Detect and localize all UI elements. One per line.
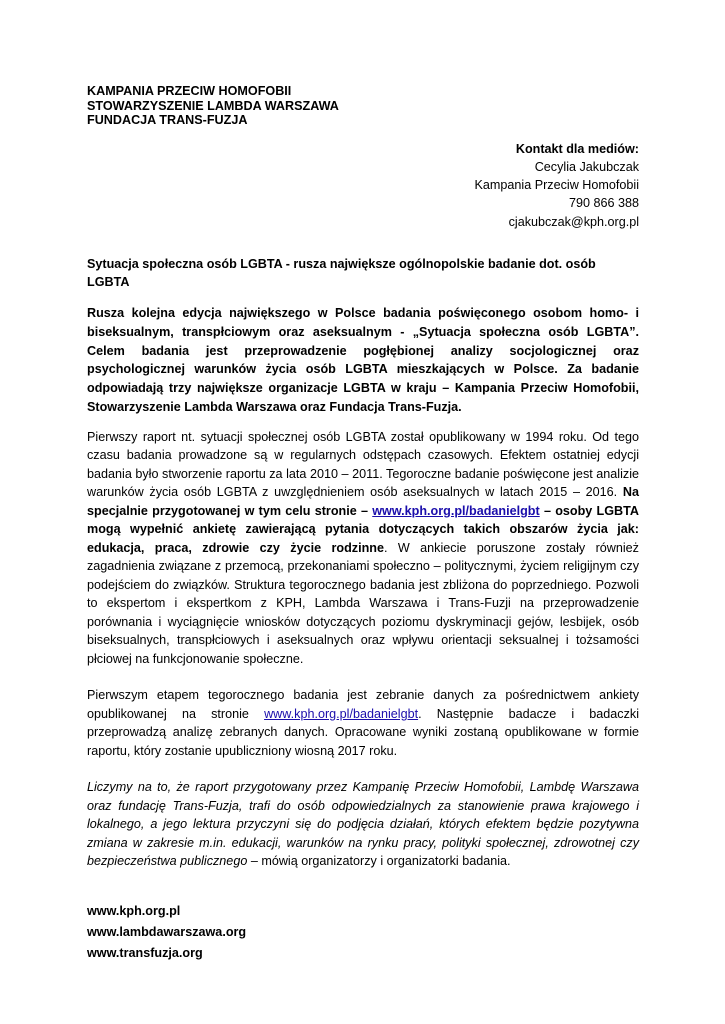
quote-paragraph: [87, 778, 639, 871]
contact-heading: Kontakt dla mediów:: [515, 141, 639, 156]
contact-phone: 790 866 388: [568, 196, 639, 211]
contact-name: Cecylia Jakubczak: [534, 159, 639, 174]
body-paragraph-1: [87, 428, 639, 669]
contact-org: Kampania Przeciw Homofobii: [474, 178, 639, 193]
quote-text: Liczymy na to, że raport przygotowany przez Kampanię Przeciw Homofobii, Lambdę Warszawa oraz fundację Trans-Fuzja, trafi do osób odpowiedzialnych za stanowienie prawa krajowego i lokalnego, a jego lektura przyczyni się do podjęcia działań, których efektem będzie pozytywna zmiana w zakresie m.in. edukacji, warunków na rynku pracy, polityki społecznej, zdrowotnej czy bezpieczeństwa publicznego: [87, 780, 639, 869]
para2-text-1: Pierwszym etapem tegorocznego badania jest zebranie danych za pośrednictwem ankiety opublikowanej na stronie: [87, 688, 639, 721]
org-transfuzja: FUNDACJA TRANS-FUZJA: [87, 113, 248, 127]
quote-attribution: – mówią organizatorzy i organizatorki badania.: [247, 854, 511, 869]
media-contact: [87, 140, 639, 231]
para1-bold-2: – osoby LGBTA mogą wypełnić ankietę zawierającą pytania dotyczących takich obszarów życia jak: edukacja, praca, zdrowie czy życie rodzinne: [87, 503, 639, 555]
website-list: [87, 901, 639, 964]
para1-bold-1: Na specjalnie przygotowanej w tym celu stronie –: [87, 485, 639, 518]
body-paragraph-2: [87, 686, 639, 760]
org-kph: KAMPANIA PRZECIW HOMOFOBII: [87, 84, 292, 98]
site-lambda: www.lambdawarszawa.org: [87, 924, 247, 939]
site-kph: www.kph.org.pl: [87, 903, 181, 918]
survey-link-2[interactable]: www.kph.org.pl/badanielgbt: [264, 706, 419, 721]
survey-link[interactable]: www.kph.org.pl/badanielgbt: [372, 503, 540, 518]
para1-text-2: . W ankiecie poruszone zostały również zagadnienia związane z przemocą, przekonaniami społeczno – politycznymi, życiem religijnym czy podejściem do związków. Struktura tegorocznego badania jest zbliżona do poprzedniego. Pozwoli to ekspertom i ekspertkom z KPH, Lambda Warszawa i Trans-Fuzji na przeprowadzenie porównania i wyciągnięcie wniosków dotyczących poziomu dyskryminacji gejów, lesbijek, osób biseksualnych, transpłciowych i aseksualnych oraz wpływu orientacji seksualnej i tożsamości płciowej na funkcjonowanie społeczne.: [87, 540, 639, 666]
org-lambda: STOWARZYSZENIE LAMBDA WARSZAWA: [87, 98, 339, 113]
organizations-header: [87, 84, 639, 128]
site-transfuzja: www.transfuzja.org: [87, 945, 203, 960]
press-release-title: Sytuacja społeczna osób LGBTA - rusza największe ogólnopolskie badanie dot. osób LGBTA: [87, 256, 596, 290]
para2-text-2: . Następnie badacze i badaczki przeprowadzą analizę zebranych danych. Opracowane wyniki zostaną opublikowane w formie raportu, który zostanie upubliczniony wiosną 2017 roku.: [87, 706, 639, 758]
contact-email: cjakubczak@kph.org.pl: [508, 214, 639, 229]
lead-paragraph: Rusza kolejna edycja największego w Polsce badania poświęconego osobom homo- i biseksualnym, transpłciowym oraz aseksualnym - „Sytuacja społeczna osób LGBTA”. Celem badania jest przeprowadzenie pogłębionej analizy socjologicznej oraz psychologicznej warunków życia osób LGBTA mieszkających w Polsce. Za badanie odpowiadają trzy największe organizacje LGBTA w kraju – Kampania Przeciw Homofobii, Stowarzyszenie Lambda Warszawa oraz Fundacja Trans-Fuzja.: [87, 305, 639, 414]
para1-text-1: Pierwszy raport nt. sytuacji społecznej osób LGBTA został opublikowany w 1994 roku. Od tego czasu badania prowadzone są w regularnych odstępach czasowych. Efektem ostatniej edycji badania było stworzenie raportu za lata 2010 – 2011. Tegoroczne badanie poświęcone jest analizie warunków życia osób LGBTA z uwzględnieniem osób aseksualnych w latach 2015 – 2016.: [87, 429, 639, 500]
